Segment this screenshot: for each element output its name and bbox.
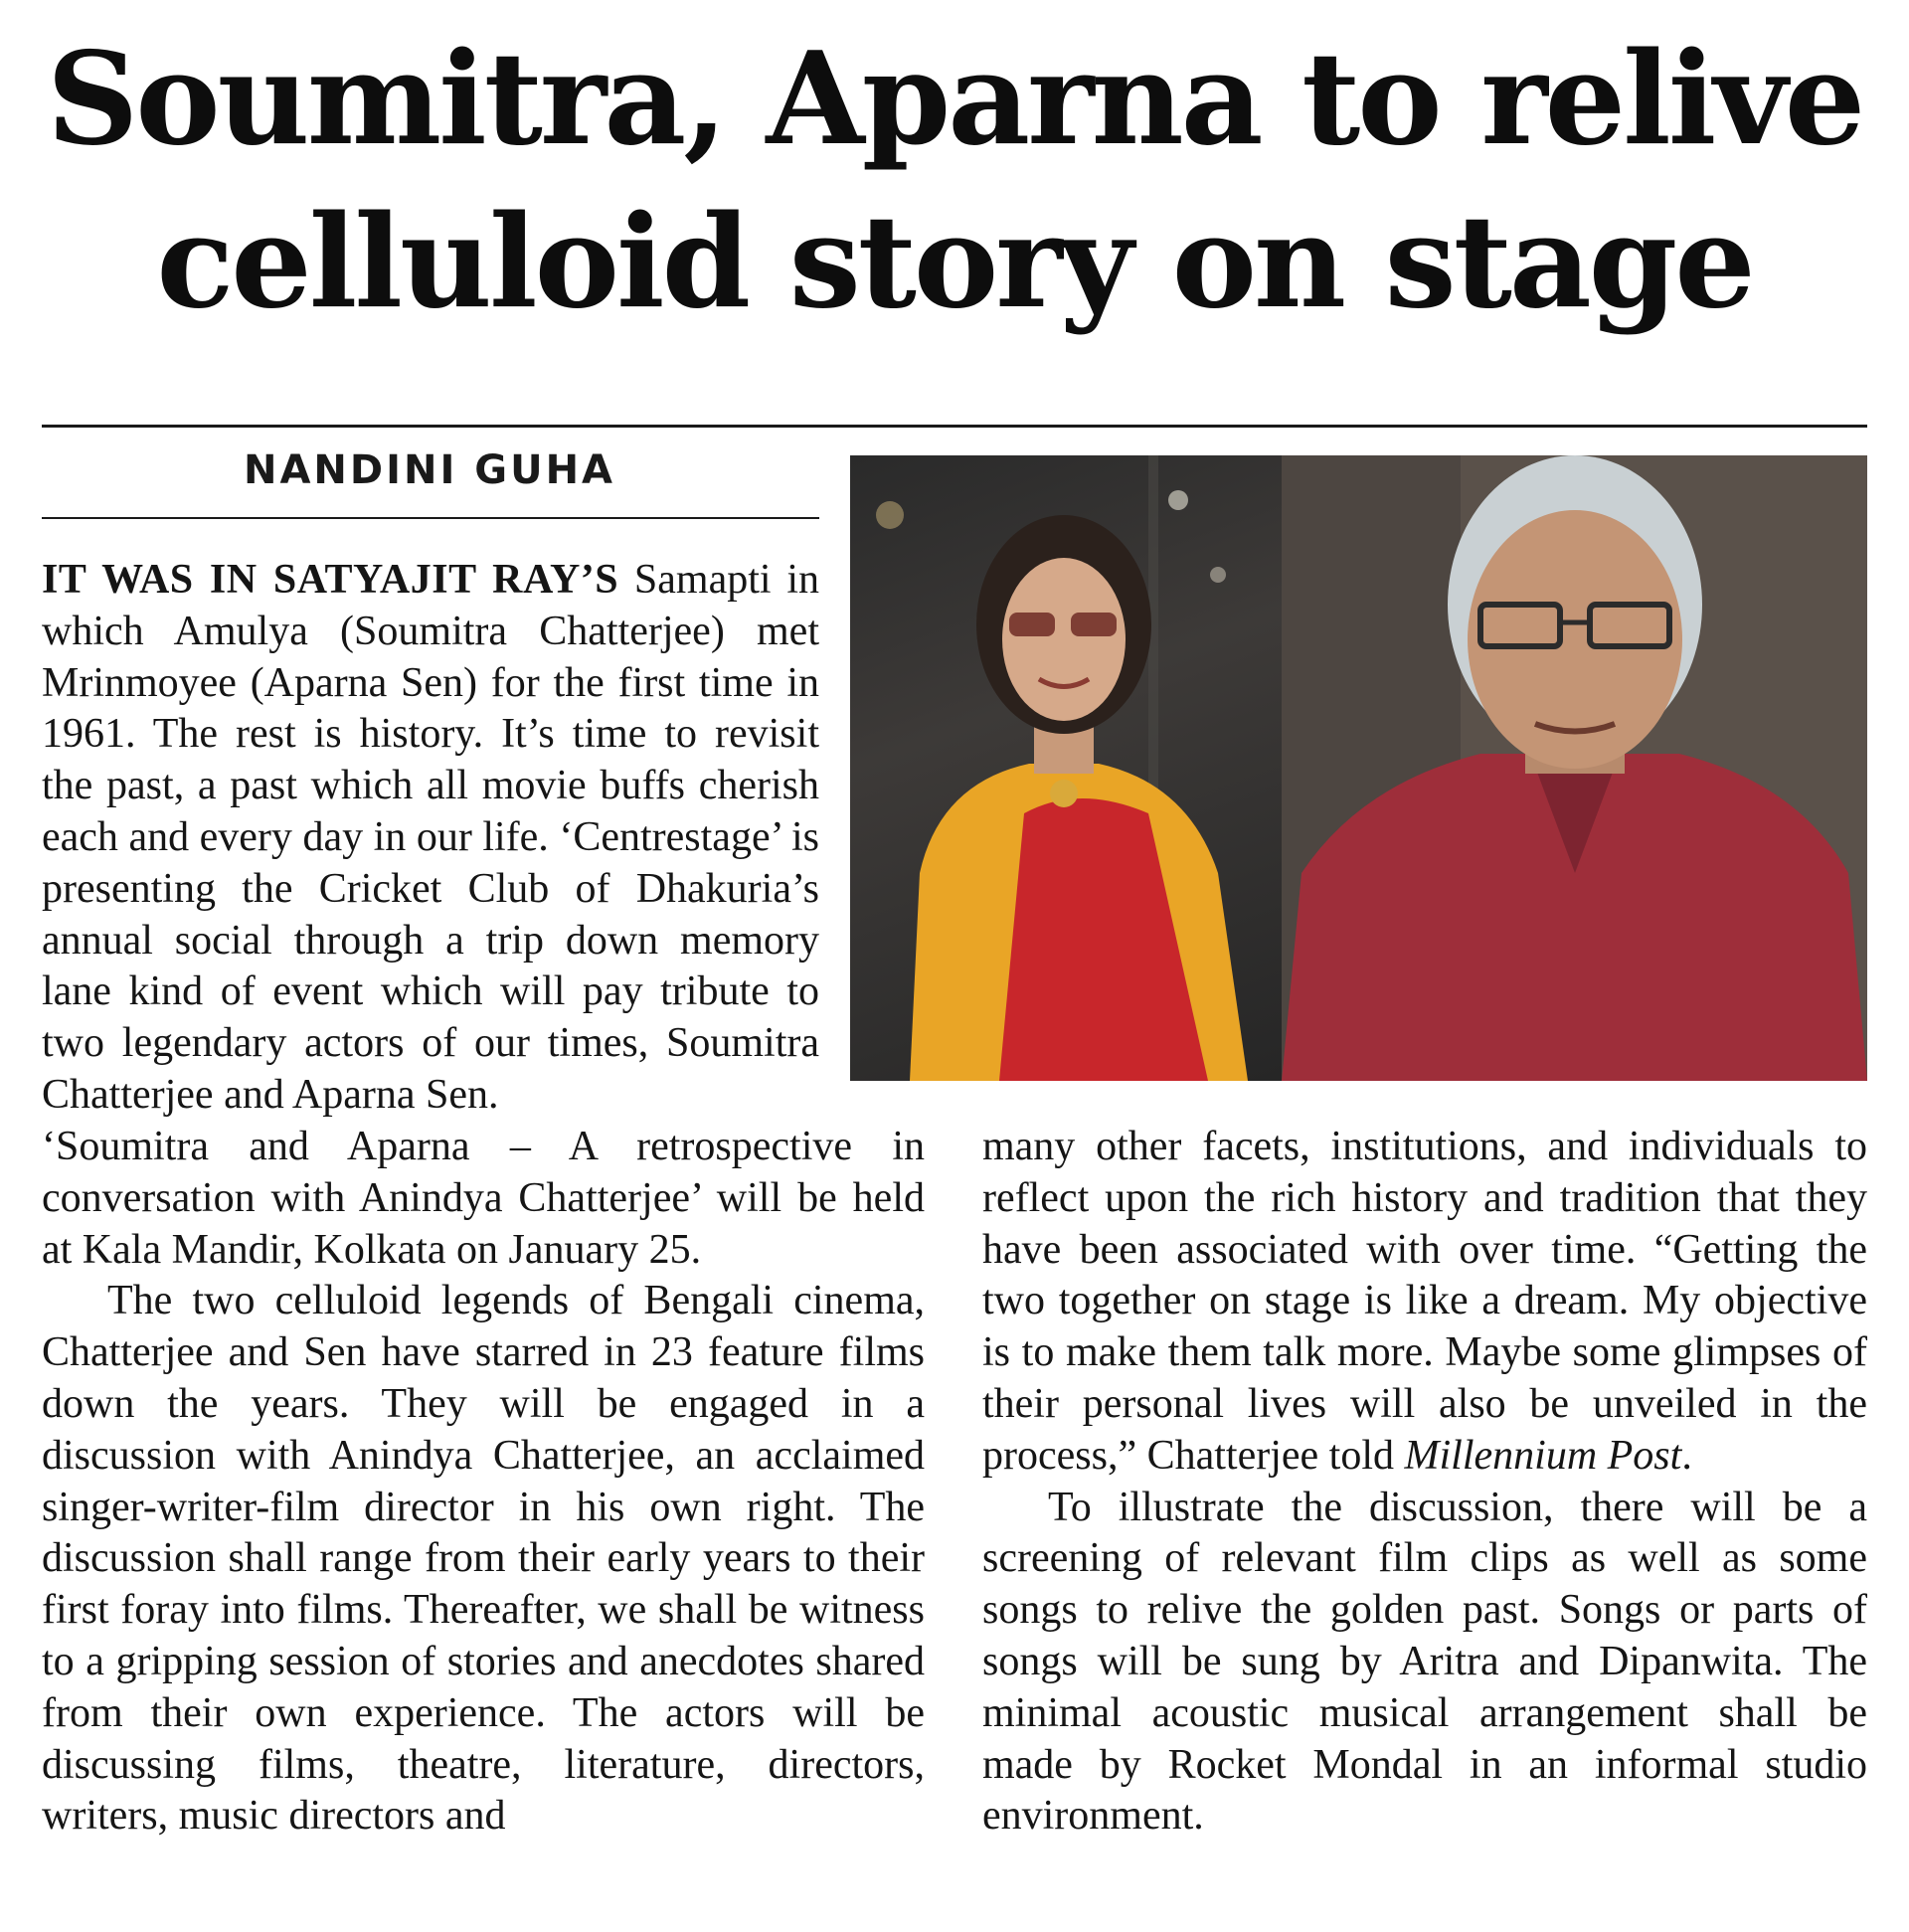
article-column-1: [42, 555, 819, 1122]
headline-divider: [42, 425, 1867, 428]
paragraph-1-continued: ‘Soumitra and Aparna – A retrospective in conversation with Anindya Chatterjee’ will be held at Kala Mandir, Kolkata on January 25.: [42, 1124, 925, 1273]
man-portrait-illustration: [1282, 455, 1867, 1081]
paragraph-1: [42, 555, 819, 1122]
headline-line-1: Soumitra, Aparna to relive: [46, 25, 1863, 174]
photo-left-portrait: [850, 455, 1282, 1081]
byline-divider: [42, 517, 819, 519]
paragraph-3: To illustrate the discussion, there will be a screening of relevant film clips as well as some songs to relive the golden past. Songs or parts of songs will be sung by Aritra and Dipanwita. The minimal acoustic musical arrangement shall be made by Rocket Mondal in an informal studio environment.: [982, 1484, 1867, 1840]
article-column-2: [42, 1122, 925, 1843]
paragraph-2-end: .: [1681, 1432, 1692, 1479]
byline: NANDINI GUHA: [243, 447, 616, 493]
woman-portrait-illustration: [850, 455, 1282, 1081]
article-column-3: [982, 1122, 1867, 1843]
paragraph-2-continued: [982, 1122, 1867, 1483]
publication-name: Millennium Post: [1404, 1432, 1682, 1479]
paragraph-2-continued-text: many other facets, institutions, and individuals to reflect upon the rich history and tradition that they have been associated with over time. “Getting the two together on stage is like a dream. My objective is to make them talk more. Maybe some glimpses of their personal lives will also be unveiled in the process,” Chatterjee told: [982, 1124, 1867, 1479]
headline: [40, 18, 1869, 344]
paragraph-1-text: Samapti in which Amulya (Soumitra Chatterjee) met Mrinmoyee (Aparna Sen) for the first time in 1961. The rest is history. It’s time to revisit the past, a past which all movie buffs cherish each and every day in our life. ‘Centrestage’ is presenting the Cricket Club of Dhakuria’s annual social through a trip down memory lane kind of event which will pay tribute to two legendary actors of our times, Soumitra Chatterjee and Aparna Sen.: [42, 557, 819, 1118]
paragraph-2: The two celluloid legends of Bengali cinema, Chatterjee and Sen have starred in 23 feature films down the years. They will be engaged in a discussion with Anindya Chatterjee, an acclaimed singer-writer-film director in his own right. The discussion shall range from their early years to their first foray into films. Thereafter, we shall be witness to a gripping session of stories and anecdotes shared from their own experience. The actors will be discussing films, theatre, literature, directors, writers, music directors and: [42, 1278, 925, 1840]
photo-right-portrait: [1282, 455, 1867, 1081]
lead-in: IT WAS IN SATYAJIT RAY’S: [42, 557, 619, 603]
article-photo: [850, 455, 1867, 1081]
headline-line-2: celluloid story on stage: [156, 188, 1753, 337]
